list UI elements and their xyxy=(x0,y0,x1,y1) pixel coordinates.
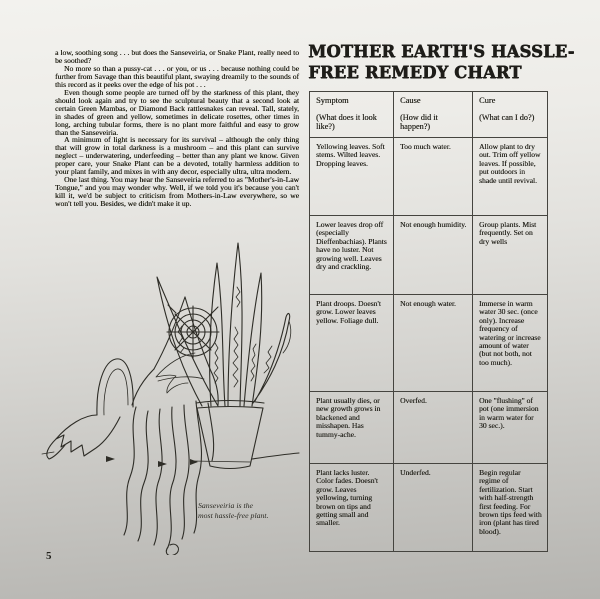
article-paragraph: One last thing. You may hear the Sanseveiria referred to as "Mother's-in-Law Tongue," and you may wonder why. Well, if we told you it's because you can't kill it, we'd be subject to criticism from Mothers-in-Law everywhere, so we won't tell you. Besides, we didn't make it up. xyxy=(55,175,299,209)
chart-title-line2: FREE REMEDY CHART xyxy=(308,63,522,83)
header-symptom-label: Symptom xyxy=(316,96,349,105)
cell-cause: Not enough humidity. xyxy=(394,216,473,295)
table-row xyxy=(310,295,548,392)
cell-symptom: Yellowing leaves. Soft stems. Wilted leaves. Dropping leaves. xyxy=(310,138,394,216)
header-cure-question: (What can I do?) xyxy=(479,113,535,123)
header-cause-label: Cause xyxy=(400,96,421,105)
header-symptom-question: (What does it look like?) xyxy=(316,113,377,132)
cell-cause: Not enough water. xyxy=(394,295,473,392)
remedy-chart-table xyxy=(309,91,548,552)
table-row xyxy=(310,464,548,552)
article-text xyxy=(55,49,299,208)
caption-line1: Sanseveiria is the xyxy=(198,501,254,510)
cell-cure: Group plants. Mist frequently. Set on dry wells xyxy=(473,216,548,295)
cell-cause: Underfed. xyxy=(394,464,473,552)
header-cause-question: (How did it happen?) xyxy=(400,113,438,132)
table-header-row xyxy=(310,92,548,138)
cell-cause: Too much water. xyxy=(394,138,473,216)
article-paragraph: A minimum of light is necessary for its survival – although the only thing that will grow in total darkness is a mushroom – and this plant can survive neglect – underwatering, underfeeding – better than any plant we know. Given proper care, your Snake Plant can be a devoted, totally harmless addition to your plant family, and mixes in with any decor, especially ultra, ultra modern. xyxy=(55,135,299,177)
header-cure-label: Cure xyxy=(479,96,496,105)
page-number: 5 xyxy=(46,550,52,562)
table-row xyxy=(310,138,548,216)
table-row xyxy=(310,216,548,295)
shelf-edge-line xyxy=(42,452,299,462)
cell-symptom: Plant usually dies, or new growth grows in blackened and misshapen. Has tummy-ache. xyxy=(310,392,394,464)
cell-symptom: Lower leaves drop off (especially Dieffenbachias). Plants have no luster. Not growing well. Leaves dry and crackling. xyxy=(310,216,394,295)
header-cure xyxy=(473,92,548,138)
cell-cause: Overfed. xyxy=(394,392,473,464)
cell-cure: Immerse in warm water 30 sec. (once only). Increase frequency of watering or increase amount of water (but not both, not too much). xyxy=(473,295,548,392)
header-symptom xyxy=(310,92,394,138)
draped-figure xyxy=(47,297,218,459)
chart-title-line1: MOTHER EARTH'S HASSLE- xyxy=(308,42,575,62)
cell-symptom: Plant droops. Doesn't grow. Lower leaves yellow. Foliage dull. xyxy=(310,295,394,392)
cell-cure: Allow plant to dry out. Trim off yellow leaves. If possible, put outdoors in shade until revival. xyxy=(473,138,548,216)
cell-symptom: Plant lacks luster. Color fades. Doesn't grow. Leaves yellowing, turning brown on tips and getting small and smaller. xyxy=(310,464,394,552)
chart-title xyxy=(308,42,574,84)
caption-line2: most hassle-free plant. xyxy=(198,510,269,520)
header-cause xyxy=(394,92,473,138)
illustration-caption xyxy=(198,501,269,520)
table-row xyxy=(310,392,548,464)
article-paragraph: a low, soothing song . . . but does the Sanseveiria, or Snake Plant, really need to be soothed? xyxy=(55,48,299,65)
article-paragraph: No more so than a pussy-cat . . . or you, or us . . . because nothing could be further from Savage than this beautiful plant, swaying dreamily to the sounds of this record as it peeks over the edge of his pot . . . xyxy=(55,63,299,89)
flowing-hair xyxy=(106,401,214,555)
cell-cure: One "flushing" of pot (one immersion in warm water for 30 sec.). xyxy=(473,392,548,464)
article-paragraph: Even though some people are turned off by the starkness of this plant, they should look again and try to see the sculptural beauty that a second look at certain Green Mambas, or Diamond Back rattlesnakes can reveal. Tall, stately, in shades of green and yellow, sometimes in delicate rosettes, other times in long, arching tubular forms, there is no plant more faithful and easy to grow than the Sanseveiria. xyxy=(55,87,299,137)
cell-cure: Begin regular regime of fertilization. Start with half-strength first feeding. For brown tips feed with iron (plant has tired blood). xyxy=(473,464,548,552)
